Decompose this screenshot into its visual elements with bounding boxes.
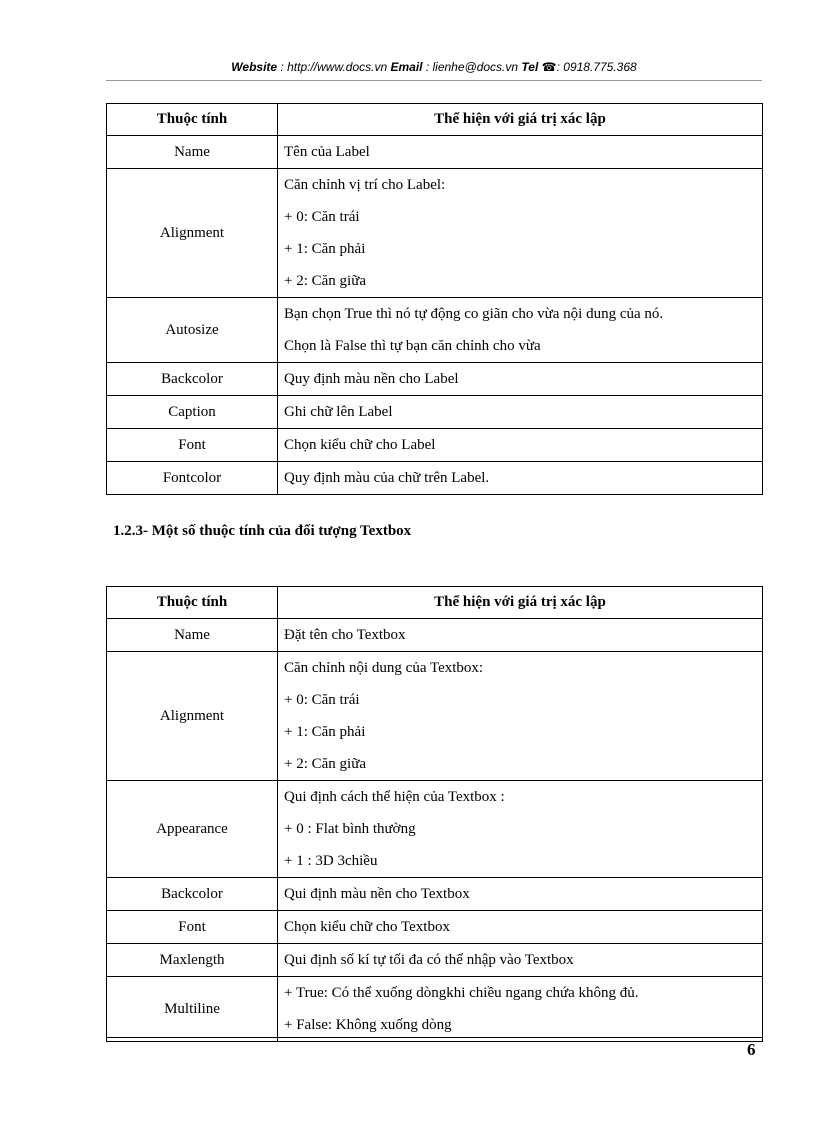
- description-line: + 1: Căn phải: [284, 241, 366, 257]
- property-name: Multiline: [107, 977, 278, 1042]
- description-line: Qui định màu nền cho Textbox: [284, 886, 470, 902]
- email-value: : lienhe@docs.vn: [422, 60, 522, 74]
- property-description: [278, 619, 763, 652]
- website-label: Website: [231, 60, 278, 74]
- property-name: Font: [107, 429, 278, 462]
- table-row: [107, 944, 763, 977]
- table-row: [107, 462, 763, 495]
- description-line: Căn chỉnh nội dung của Textbox:: [284, 660, 484, 676]
- footer-divider: [106, 1037, 763, 1038]
- description-line: Bạn chọn True thì nó tự động co giãn cho vừa nội dung của nó.: [284, 306, 664, 322]
- table-header-row: [107, 587, 763, 619]
- website-value: : http://www.docs.vn: [277, 60, 391, 74]
- property-name: Name: [107, 619, 278, 652]
- description-line: + 0 : Flat bình thường: [284, 821, 416, 837]
- header-divider: [106, 80, 762, 81]
- property-description: [278, 462, 763, 495]
- phone-icon: ☎: [541, 60, 557, 74]
- property-name: Alignment: [107, 169, 278, 298]
- property-description: [278, 136, 763, 169]
- column-header-property: Thuộc tính: [107, 104, 278, 136]
- table-row: [107, 429, 763, 462]
- description-line: Qui định cách thể hiện của Textbox :: [284, 789, 505, 805]
- description-line: + 1 : 3D 3chiều: [284, 853, 378, 869]
- property-description: [278, 944, 763, 977]
- property-name: Alignment: [107, 652, 278, 781]
- description-line: Tên của Label: [284, 144, 370, 160]
- description-line: Qui định số kí tự tối đa có thể nhập vào Textbox: [284, 952, 574, 968]
- section-title: 1.2.3- Một số thuộc tính của đối tượng Textbox: [113, 523, 412, 539]
- table-row: [107, 363, 763, 396]
- description-line: + False: Không xuống dòng: [284, 1017, 452, 1033]
- description-line: + 2: Căn giữa: [284, 273, 366, 289]
- property-description: [278, 878, 763, 911]
- description-line: Chọn là False thì tự bạn căn chỉnh cho vừa: [284, 338, 541, 354]
- description-line: + 0: Căn trái: [284, 209, 360, 225]
- property-description: [278, 781, 763, 878]
- table-row: [107, 169, 763, 298]
- textbox-properties-table: [106, 586, 763, 1042]
- property-name: Fontcolor: [107, 462, 278, 495]
- description-line: Căn chỉnh vị trí cho Label:: [284, 177, 446, 193]
- property-description: [278, 911, 763, 944]
- property-description: [278, 429, 763, 462]
- column-header-value: Thể hiện với giá trị xác lập: [278, 587, 763, 619]
- table-row: [107, 911, 763, 944]
- description-line: + 1: Căn phải: [284, 724, 366, 740]
- property-description: [278, 396, 763, 429]
- property-name: Backcolor: [107, 363, 278, 396]
- column-header-value: Thể hiện với giá trị xác lập: [278, 104, 763, 136]
- property-name: Font: [107, 911, 278, 944]
- property-name: Name: [107, 136, 278, 169]
- table-row: [107, 619, 763, 652]
- table-row: [107, 298, 763, 363]
- table-row: [107, 878, 763, 911]
- table-row: [107, 136, 763, 169]
- property-name: Appearance: [107, 781, 278, 878]
- table-row: [107, 781, 763, 878]
- table-row: [107, 396, 763, 429]
- description-line: Chọn kiểu chữ cho Textbox: [284, 919, 450, 935]
- property-description: [278, 298, 763, 363]
- table-header-row: [107, 104, 763, 136]
- property-description: [278, 363, 763, 396]
- property-name: Maxlength: [107, 944, 278, 977]
- description-line: + 0: Căn trái: [284, 692, 360, 708]
- property-name: Autosize: [107, 298, 278, 363]
- description-line: Chọn kiểu chữ cho Label: [284, 437, 436, 453]
- table-row: [107, 977, 763, 1042]
- table-row: [107, 652, 763, 781]
- property-name: Backcolor: [107, 878, 278, 911]
- page-header: [106, 60, 762, 74]
- email-label: Email: [390, 60, 423, 74]
- tel-value: : 0918.775.368: [556, 60, 637, 74]
- label-properties-table: [106, 103, 763, 495]
- property-name: Caption: [107, 396, 278, 429]
- property-description: [278, 977, 763, 1042]
- page-number: 6: [747, 1040, 756, 1059]
- description-line: + True: Có thể xuống dòngkhi chiều ngang chứa không đủ.: [284, 985, 639, 1001]
- column-header-property: Thuộc tính: [107, 587, 278, 619]
- property-description: [278, 652, 763, 781]
- description-line: Ghi chữ lên Label: [284, 404, 393, 420]
- description-line: Đặt tên cho Textbox: [284, 627, 406, 643]
- description-line: Quy định màu của chữ trên Label.: [284, 470, 490, 486]
- description-line: Quy định màu nền cho Label: [284, 371, 459, 387]
- description-line: + 2: Căn giữa: [284, 756, 366, 772]
- tel-label: Tel: [521, 60, 539, 74]
- property-description: [278, 169, 763, 298]
